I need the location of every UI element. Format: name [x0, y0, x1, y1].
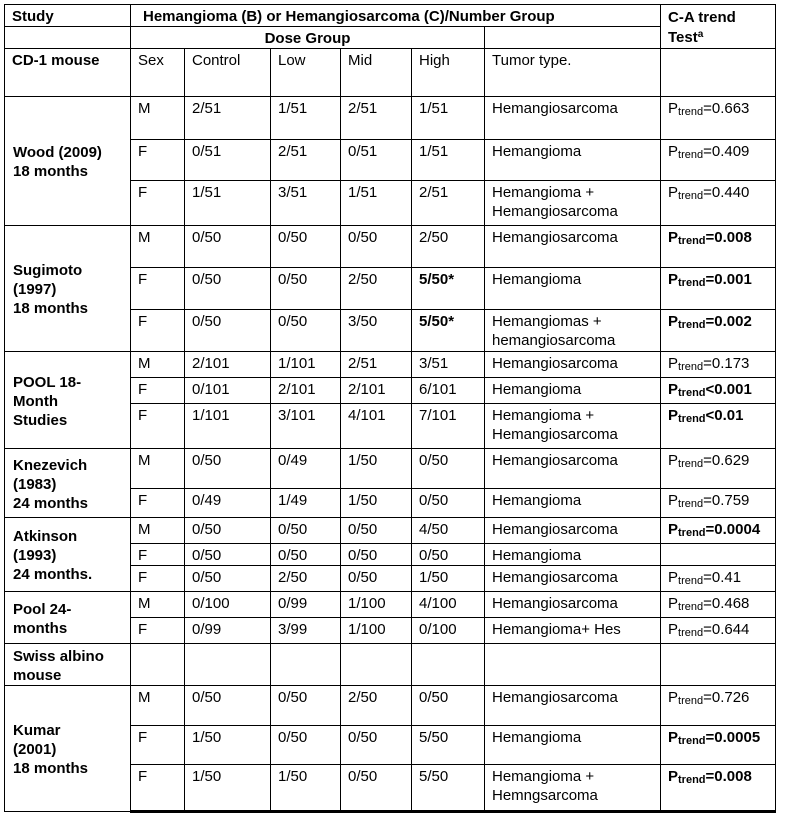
- tumor-type-cell: Hemangioma: [485, 544, 661, 566]
- high-dose-cell: 2/50: [412, 226, 485, 268]
- p-subscript: trend: [678, 601, 704, 613]
- p-value: 0.173: [711, 355, 750, 372]
- control-cell: 0/101: [185, 378, 271, 404]
- low-dose-cell: 0/50: [271, 544, 341, 566]
- trend-p-cell: [661, 449, 776, 489]
- header-row-3: [5, 49, 776, 97]
- p-prefix: P: [668, 355, 679, 372]
- trend-p-cell: [661, 566, 776, 592]
- p-prefix: P: [668, 143, 679, 160]
- header-row-2: [5, 27, 776, 49]
- mid-dose-cell: 0/50: [341, 566, 412, 592]
- high-dose-cell: 1/50: [412, 566, 485, 592]
- control-header: Control: [185, 49, 271, 97]
- table-body: [5, 5, 776, 812]
- high-dose-cell: 5/50: [412, 765, 485, 812]
- high-header: High: [412, 49, 485, 97]
- empty-cell: [271, 644, 341, 686]
- mid-dose-cell: 2/51: [341, 97, 412, 140]
- p-value: 0.468: [711, 595, 750, 612]
- p-subscript: trend: [678, 498, 704, 510]
- p-value: 0.759: [711, 492, 750, 509]
- high-dose-cell: 3/51: [412, 352, 485, 378]
- p-prefix: P: [668, 407, 679, 424]
- mid-header: Mid: [341, 49, 412, 97]
- low-dose-cell: 1/49: [271, 489, 341, 518]
- group-title-header: Hemangioma (B) or Hemangiosarcoma (C)/Number Group: [131, 5, 661, 27]
- p-subscript: trend: [678, 361, 704, 373]
- trend-test-title: C-A trend Test: [668, 9, 736, 46]
- tumor-type-cell: Hemangiosarcoma: [485, 97, 661, 140]
- mid-dose-cell: 2/101: [341, 378, 412, 404]
- low-dose-cell: 0/99: [271, 592, 341, 618]
- p-operator: =: [703, 492, 712, 509]
- p-operator: =: [703, 184, 712, 201]
- table-row: [5, 644, 776, 686]
- p-operator: =: [703, 100, 712, 117]
- control-cell: 1/50: [185, 765, 271, 812]
- tumor-type-header: Tumor type.: [485, 49, 661, 97]
- low-dose-cell: 2/101: [271, 378, 341, 404]
- tumor-type-cell: Hemangioma + Hemangiosarcoma: [485, 404, 661, 449]
- mid-dose-cell: 1/50: [341, 449, 412, 489]
- trend-p-cell: [661, 618, 776, 644]
- tumor-type-cell: Hemangiosarcoma: [485, 566, 661, 592]
- p-prefix: P: [668, 689, 679, 706]
- high-dose-cell: 0/50: [412, 449, 485, 489]
- study-name: Swiss albino mouse: [5, 644, 131, 686]
- p-subscript: trend: [678, 319, 706, 331]
- empty-cell: [412, 644, 485, 686]
- p-operator: <: [705, 381, 715, 398]
- control-cell: 1/51: [185, 181, 271, 226]
- high-dose-cell: 0/50: [412, 489, 485, 518]
- low-dose-cell: 1/50: [271, 765, 341, 812]
- low-dose-cell: 1/51: [271, 97, 341, 140]
- empty-cell: [341, 644, 412, 686]
- table-row: [5, 97, 776, 140]
- control-cell: 2/51: [185, 97, 271, 140]
- p-value: 0.644: [711, 621, 750, 638]
- tumor-type-cell: Hemangiosarcoma: [485, 226, 661, 268]
- p-subscript: trend: [678, 106, 704, 118]
- sex-cell: M: [131, 518, 185, 544]
- p-prefix: P: [668, 313, 679, 330]
- p-subscript: trend: [678, 575, 704, 587]
- high-dose-cell: 2/51: [412, 181, 485, 226]
- mid-dose-cell: 0/50: [341, 765, 412, 812]
- tumor-type-cell: Hemangiosarcoma: [485, 449, 661, 489]
- low-dose-cell: 0/50: [271, 686, 341, 726]
- tumor-header-spacer: [485, 27, 661, 49]
- p-subscript: trend: [678, 277, 706, 289]
- mid-dose-cell: 1/100: [341, 592, 412, 618]
- low-dose-cell: 0/49: [271, 449, 341, 489]
- p-subscript: trend: [678, 387, 706, 399]
- control-cell: 0/99: [185, 618, 271, 644]
- p-prefix: P: [668, 381, 679, 398]
- tumor-type-cell: Hemangiosarcoma: [485, 592, 661, 618]
- study-header: Study: [5, 5, 131, 27]
- sex-cell: M: [131, 97, 185, 140]
- high-dose-cell: 1/51: [412, 140, 485, 181]
- mid-dose-cell: 0/50: [341, 544, 412, 566]
- p-prefix: P: [668, 492, 679, 509]
- low-dose-cell: 3/51: [271, 181, 341, 226]
- trend-p-cell: [661, 310, 776, 352]
- high-dose-cell: 1/51: [412, 97, 485, 140]
- p-operator: =: [705, 729, 715, 746]
- high-dose-cell: 4/100: [412, 592, 485, 618]
- p-operator: =: [705, 229, 715, 246]
- p-subscript: trend: [678, 149, 704, 161]
- trend-p-cell: [661, 268, 776, 310]
- p-subscript: trend: [678, 774, 706, 786]
- sex-cell: F: [131, 268, 185, 310]
- control-cell: 0/50: [185, 686, 271, 726]
- p-prefix: P: [668, 100, 679, 117]
- table-row: [5, 226, 776, 268]
- p-value: 0.0004: [714, 521, 761, 538]
- control-cell: 0/50: [185, 268, 271, 310]
- sex-cell: M: [131, 592, 185, 618]
- sex-header: Sex: [131, 49, 185, 97]
- control-cell: 0/50: [185, 566, 271, 592]
- control-cell: 0/50: [185, 449, 271, 489]
- p-operator: =: [703, 143, 712, 160]
- low-dose-cell: 2/51: [271, 140, 341, 181]
- mid-dose-cell: 0/51: [341, 140, 412, 181]
- low-dose-cell: 2/50: [271, 566, 341, 592]
- sex-cell: F: [131, 726, 185, 765]
- mid-dose-cell: 2/50: [341, 686, 412, 726]
- mid-dose-cell: 2/51: [341, 352, 412, 378]
- study-name: Knezevich (1983) 24 months: [5, 449, 131, 518]
- trend-p-cell: [661, 544, 776, 566]
- p-subscript: trend: [678, 413, 706, 425]
- p-value: 0.41: [711, 569, 742, 586]
- low-dose-cell: 0/50: [271, 518, 341, 544]
- p-prefix: P: [668, 229, 679, 246]
- table-row: [5, 352, 776, 378]
- control-cell: 0/51: [185, 140, 271, 181]
- tumor-type-cell: Hemangioma: [485, 726, 661, 765]
- empty-cell: [485, 644, 661, 686]
- control-cell: 0/49: [185, 489, 271, 518]
- sex-cell: F: [131, 544, 185, 566]
- mid-dose-cell: 0/50: [341, 726, 412, 765]
- low-header: Low: [271, 49, 341, 97]
- p-prefix: P: [668, 184, 679, 201]
- high-dose-cell: 5/50*: [412, 310, 485, 352]
- high-dose-cell: 5/50: [412, 726, 485, 765]
- p-value: 0.440: [711, 184, 750, 201]
- p-operator: =: [703, 452, 712, 469]
- low-dose-cell: 1/101: [271, 352, 341, 378]
- strain-cd1-header: CD-1 mouse: [5, 49, 131, 97]
- p-operator: =: [703, 355, 712, 372]
- high-dose-cell: 0/50: [412, 686, 485, 726]
- p-operator: =: [705, 271, 715, 288]
- high-dose-cell: 7/101: [412, 404, 485, 449]
- p-value: 0.008: [714, 768, 752, 785]
- empty-cell: [131, 644, 185, 686]
- sex-cell: F: [131, 181, 185, 226]
- tumor-type-cell: Hemangioma + Hemangiosarcoma: [485, 181, 661, 226]
- p-value: 0.0005: [714, 729, 761, 746]
- trend-header-spacer: [661, 49, 776, 97]
- p-subscript: trend: [678, 458, 704, 470]
- sex-cell: F: [131, 566, 185, 592]
- p-subscript: trend: [678, 190, 704, 202]
- tumor-type-cell: Hemangioma+ Hes: [485, 618, 661, 644]
- mid-dose-cell: 1/100: [341, 618, 412, 644]
- trend-p-cell: [661, 518, 776, 544]
- low-dose-cell: 0/50: [271, 268, 341, 310]
- p-prefix: P: [668, 729, 679, 746]
- p-value: 0.001: [714, 381, 752, 398]
- sex-cell: F: [131, 618, 185, 644]
- control-cell: 0/100: [185, 592, 271, 618]
- sex-cell: F: [131, 378, 185, 404]
- trend-p-cell: [661, 140, 776, 181]
- p-operator: =: [703, 621, 712, 638]
- sex-cell: M: [131, 686, 185, 726]
- p-value: 0.01: [714, 407, 744, 424]
- table-row: [5, 449, 776, 489]
- sex-cell: F: [131, 489, 185, 518]
- p-subscript: trend: [678, 527, 706, 539]
- high-dose-cell: 0/50: [412, 544, 485, 566]
- sex-cell: F: [131, 310, 185, 352]
- p-prefix: P: [668, 271, 679, 288]
- control-cell: 0/50: [185, 544, 271, 566]
- mid-dose-cell: 0/50: [341, 518, 412, 544]
- tumor-type-cell: Hemangioma: [485, 268, 661, 310]
- trend-p-cell: [661, 352, 776, 378]
- sex-cell: F: [131, 765, 185, 812]
- table-row: [5, 518, 776, 544]
- low-dose-cell: 0/50: [271, 226, 341, 268]
- low-dose-cell: 0/50: [271, 310, 341, 352]
- high-dose-cell: 4/50: [412, 518, 485, 544]
- p-operator: =: [705, 521, 715, 538]
- p-value: 0.409: [711, 143, 750, 160]
- p-operator: =: [705, 313, 715, 330]
- mid-dose-cell: 4/101: [341, 404, 412, 449]
- trend-test-header: [661, 5, 776, 49]
- trend-p-cell: [661, 765, 776, 812]
- low-dose-cell: 3/99: [271, 618, 341, 644]
- p-subscript: trend: [678, 735, 706, 747]
- tumor-incidence-table: [4, 4, 776, 813]
- p-prefix: P: [668, 595, 679, 612]
- tumor-type-cell: Hemangioma: [485, 140, 661, 181]
- mid-dose-cell: 1/51: [341, 181, 412, 226]
- p-operator: =: [703, 595, 712, 612]
- mid-dose-cell: 2/50: [341, 268, 412, 310]
- p-prefix: P: [668, 768, 679, 785]
- p-value: 0.726: [711, 689, 750, 706]
- p-value: 0.001: [714, 271, 752, 288]
- sex-cell: M: [131, 226, 185, 268]
- trend-p-cell: [661, 489, 776, 518]
- study-header-spacer: [5, 27, 131, 49]
- mid-dose-cell: 0/50: [341, 226, 412, 268]
- control-cell: 0/50: [185, 518, 271, 544]
- trend-footnote-marker: a: [697, 29, 704, 40]
- p-prefix: P: [668, 521, 679, 538]
- study-name: Pool 24- months: [5, 592, 131, 644]
- mid-dose-cell: 1/50: [341, 489, 412, 518]
- tumor-type-cell: Hemangioma + Hemngsarcoma: [485, 765, 661, 812]
- tumor-type-cell: Hemangioma: [485, 489, 661, 518]
- p-value: 0.629: [711, 452, 750, 469]
- trend-p-cell: [661, 378, 776, 404]
- p-subscript: trend: [678, 627, 704, 639]
- p-value: 0.008: [714, 229, 752, 246]
- p-prefix: P: [668, 569, 679, 586]
- p-operator: =: [703, 689, 712, 706]
- sex-cell: F: [131, 404, 185, 449]
- trend-p-cell: [661, 592, 776, 618]
- p-subscript: trend: [678, 235, 706, 247]
- p-value: 0.002: [714, 313, 752, 330]
- study-name: Atkinson (1993) 24 months.: [5, 518, 131, 592]
- low-dose-cell: 3/101: [271, 404, 341, 449]
- p-operator: =: [703, 569, 712, 586]
- tumor-type-cell: Hemangiosarcoma: [485, 352, 661, 378]
- table-row: [5, 592, 776, 618]
- table-row: [5, 686, 776, 726]
- trend-p-cell: [661, 726, 776, 765]
- trend-p-cell: [661, 97, 776, 140]
- control-cell: 1/50: [185, 726, 271, 765]
- mid-dose-cell: 3/50: [341, 310, 412, 352]
- trend-p-cell: [661, 686, 776, 726]
- tumor-type-cell: Hemangioma: [485, 378, 661, 404]
- sex-cell: F: [131, 140, 185, 181]
- p-prefix: P: [668, 621, 679, 638]
- control-cell: 1/101: [185, 404, 271, 449]
- high-dose-cell: 0/100: [412, 618, 485, 644]
- control-cell: 2/101: [185, 352, 271, 378]
- trend-p-cell: [661, 404, 776, 449]
- p-operator: <: [705, 407, 715, 424]
- tumor-type-cell: Hemangiomas + hemangiosarcoma: [485, 310, 661, 352]
- empty-cell: [661, 644, 776, 686]
- header-row-1: [5, 5, 776, 27]
- p-value: 0.663: [711, 100, 750, 117]
- trend-p-cell: [661, 226, 776, 268]
- tumor-type-cell: Hemangiosarcoma: [485, 518, 661, 544]
- p-operator: =: [705, 768, 715, 785]
- p-prefix: P: [668, 452, 679, 469]
- study-name: Sugimoto (1997) 18 months: [5, 226, 131, 352]
- low-dose-cell: 0/50: [271, 726, 341, 765]
- tumor-type-cell: Hemangiosarcoma: [485, 686, 661, 726]
- control-cell: 0/50: [185, 226, 271, 268]
- study-name: Wood (2009) 18 months: [5, 97, 131, 226]
- dose-group-header: Dose Group: [131, 27, 485, 49]
- control-cell: 0/50: [185, 310, 271, 352]
- high-dose-cell: 5/50*: [412, 268, 485, 310]
- high-dose-cell: 6/101: [412, 378, 485, 404]
- sex-cell: M: [131, 352, 185, 378]
- sex-cell: M: [131, 449, 185, 489]
- empty-cell: [185, 644, 271, 686]
- trend-p-cell: [661, 181, 776, 226]
- p-subscript: trend: [678, 695, 704, 707]
- study-name: Kumar (2001) 18 months: [5, 686, 131, 812]
- study-name: POOL 18- Month Studies: [5, 352, 131, 449]
